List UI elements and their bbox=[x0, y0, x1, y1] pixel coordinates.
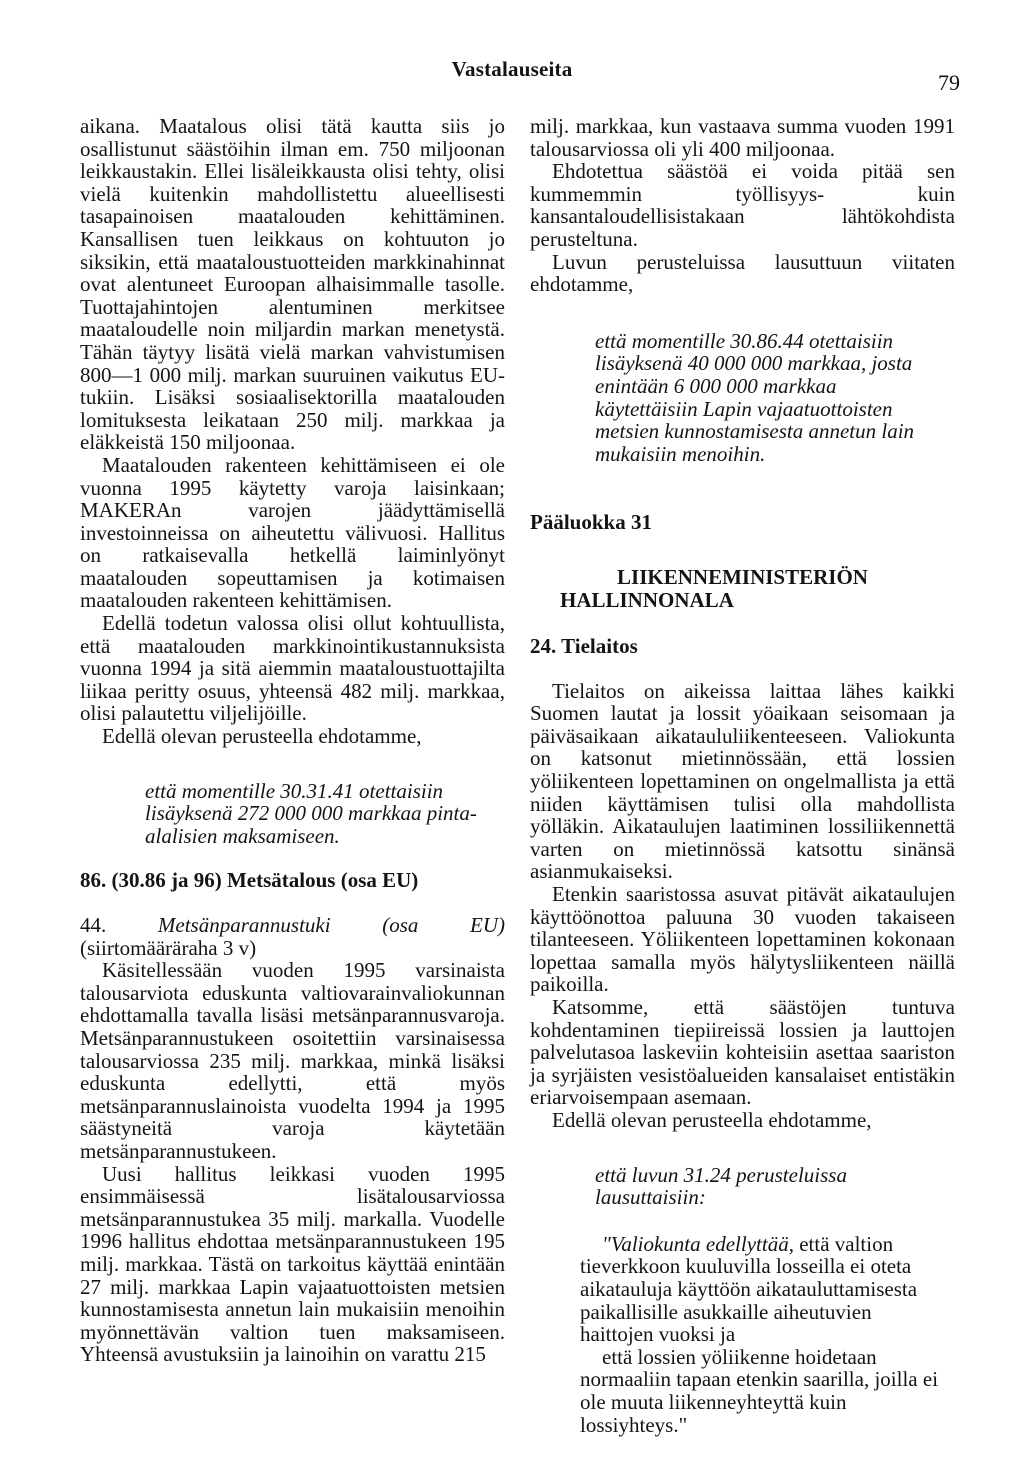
item-44-appropriation: (siirtomääräraha 3 v) bbox=[80, 935, 257, 960]
right-column bbox=[530, 115, 955, 1436]
page-number: 79 bbox=[938, 70, 960, 95]
right-paragraph-2: Ehdotettua säästöä ei voida pitää sen kummemmin työllisyys- kuin kansantaloudellisistakaan lähtökohdista perusteltuna. bbox=[530, 159, 955, 251]
quote-opening: "Valiokunta edellyttää, bbox=[602, 1231, 794, 1256]
main-class-heading: Pääluokka 31 bbox=[530, 510, 652, 535]
quote-body: että valtion tieverkkoon kuuluvilla losseilla ei oteta aikatauluja käyttöön aikatauluttamisesta paikallisille asukkaille aiheutuvien haittojen vuoksi ja bbox=[580, 1231, 918, 1347]
right-paragraph-5: Etenkin saaristossa asuvat pitävät aikataulujen käyttöönottoa paluuna 30 vuoden takaiseen tilanteeseen. Yöliikenteen lopettaminen kokonaan lopettaa samalla myös hälytysliikenteen näillä paikoilla. bbox=[530, 882, 955, 997]
motion-30-31-41: että momentille 30.31.41 otettaisiin lisäyksenä 272 000 000 markkaa pinta-alalisien maksamiseen. bbox=[145, 778, 477, 848]
left-paragraph-5: Käsitellessään vuoden 1995 varsinaista talousarviota eduskunta valtiovarainvaliokunnan ehdottamalla tavalla lisäsi metsänparannusvaroja. Metsänparannustukeen osoitettiin varsinaisessa talousarviossa 235 milj. markkaa, minkä lisäksi eduskunta edellytti, että myös metsänparannuslainoista vuodelta 1994 ja 1995 säästyneitä varoja käytetään metsänparannustukeen. bbox=[80, 958, 505, 1163]
left-paragraph-4: Edellä olevan perusteella ehdotamme, bbox=[102, 724, 422, 749]
motion-31-24: että luvun 31.24 perusteluissa lausuttaisiin: bbox=[595, 1162, 847, 1210]
motion-30-86-44: että momentille 30.86.44 otettaisiin lisäyksenä 40 000 000 markkaa, josta enintään 6 000 000 markkaa käytettäisiin Lapin vajaatuottoisten metsien kunnostamisesta annetun lain mukaisiin menoihin. bbox=[595, 328, 915, 466]
quoted-statement-2: että lossien yöliikenne hoidetaan normaaliin tapaan etenkin saarilla, joilla ei ole muuta liikenneyhteyttä kuin lossiyhteys." bbox=[580, 1344, 939, 1437]
right-paragraph-4: Tielaitos on aikeissa laittaa lähes kaikki Suomen lautat ja lossit yöaikaan seisomaan ja päiväsaikaan aikataululiikenteeseen. Valiokunta on katsonut mietinnössään, että lossien yöliikenteen lopettaminen on ongelmallista ja että niiden käyttämisen tulisi olla mahdollista yölläkin. Aikataulujen laatiminen lossiliikennettä varten on mietinnössä katsottu sinänsä asianmukaiseksi. bbox=[530, 678, 955, 884]
right-paragraph-3: Luvun perusteluissa lausuttuun viitaten ehdotamme, bbox=[530, 249, 955, 297]
chapter-heading-24: 24. Tielaitos bbox=[530, 634, 638, 659]
right-paragraph-7: Edellä olevan perusteella ehdotamme, bbox=[552, 1107, 872, 1132]
left-paragraph-6: Uusi hallitus leikkasi vuoden 1995 ensimmäisessä lisätalousarviossa metsänparannustukea 35 milj. markalla. Vuodelle 1996 hallitus ehdottaa metsänparannustukeen 195 milj. markkaa. Tästä on tarkoitus käyttää enintään 27 milj. markkaa Lapin vajaatuottoisten metsien kunnostamisesta annetun lain mukaisiin menoihin myönnettävän valtion tuen maksamiseen. Yhteensä avustuksiin ja lainoihin on varattu 215 bbox=[80, 1161, 505, 1367]
item-44-heading bbox=[80, 914, 505, 959]
left-paragraph-3: Edellä todetun valossa olisi ollut kohtuullista, että maatalouden markkinointikustannuksista vuonna 1994 ja sitä aiemmin maataloustuottajilta liikaa peritty osuus, yhteensä 482 milj. markkaa, olisi palautettu viljelijöille. bbox=[80, 611, 505, 726]
left-paragraph-2: Maatalouden rakenteen kehittämiseen ei ole vuonna 1995 käytetty varoja laisinkaan; MAKERAn varojen jäädyttämisellä investoinneissa on aiheutettu välivuosi. Hallitus on ratkaisevalla hetkellä laiminlyönyt maatalouden sopeuttamisen ja kotimaisen maatalouden rakenteen kehittämisen. bbox=[80, 452, 505, 613]
right-paragraph-1: milj. markkaa, kun vastaava summa vuoden 1991 talousarviossa oli yli 400 miljoonaa. bbox=[530, 114, 955, 161]
right-paragraph-6: Katsomme, että säästöjen tuntuva kohdentaminen tiepiireissä lossien ja lauttojen palvelutasoa laskeviin kohteisiin asettaa saariston ja syrjäisten vesistöalueiden kansalaiset entistäkin eriarvoisempaan asemaan. bbox=[530, 995, 955, 1110]
item-44-title: Metsänparannustuki (osa EU) bbox=[157, 913, 506, 937]
section-heading-86: 86. (30.86 ja 96) Metsätalous (osa EU) bbox=[80, 868, 419, 893]
quoted-statement-1 bbox=[580, 1233, 945, 1346]
ministry-heading: LIIKENNEMINISTERIÖN HALLINNONALA bbox=[560, 564, 868, 612]
left-column bbox=[80, 115, 505, 1366]
page-header-title: Vastalauseita bbox=[451, 57, 573, 81]
left-paragraph-1: aikana. Maatalous olisi tätä kautta siis jo osallistunut säästöihin ilman em. 750 miljoonan leikkaustakin. Ellei lisäleikkausta olisi tehty, olisi vielä kuitenkin mahdollistettu alueellisesti tasapainoisen maatalouden kehittäminen. Kansallisen tuen leikkaus on kohtuuton jo siksikin, että maataloustuotteiden markkinahinnat ovat alentuneet Euroopan alhaisimmalle tasolle. Tuottajahintojen alentuminen merkitsee maataloudelle noin miljardin markan menetystä. Tähän täytyy lisätä vielä markan vahvistumisen 800—1 000 milj. markan suuruinen vaikutus EU-tukiin. Lisäksi sosiaalisektorilla maatalouden lomituksesta leikataan 250 milj. markkaa ja eläkkeistä 150 miljoonaa. bbox=[80, 114, 505, 455]
item-44-number: 44. bbox=[80, 913, 107, 937]
